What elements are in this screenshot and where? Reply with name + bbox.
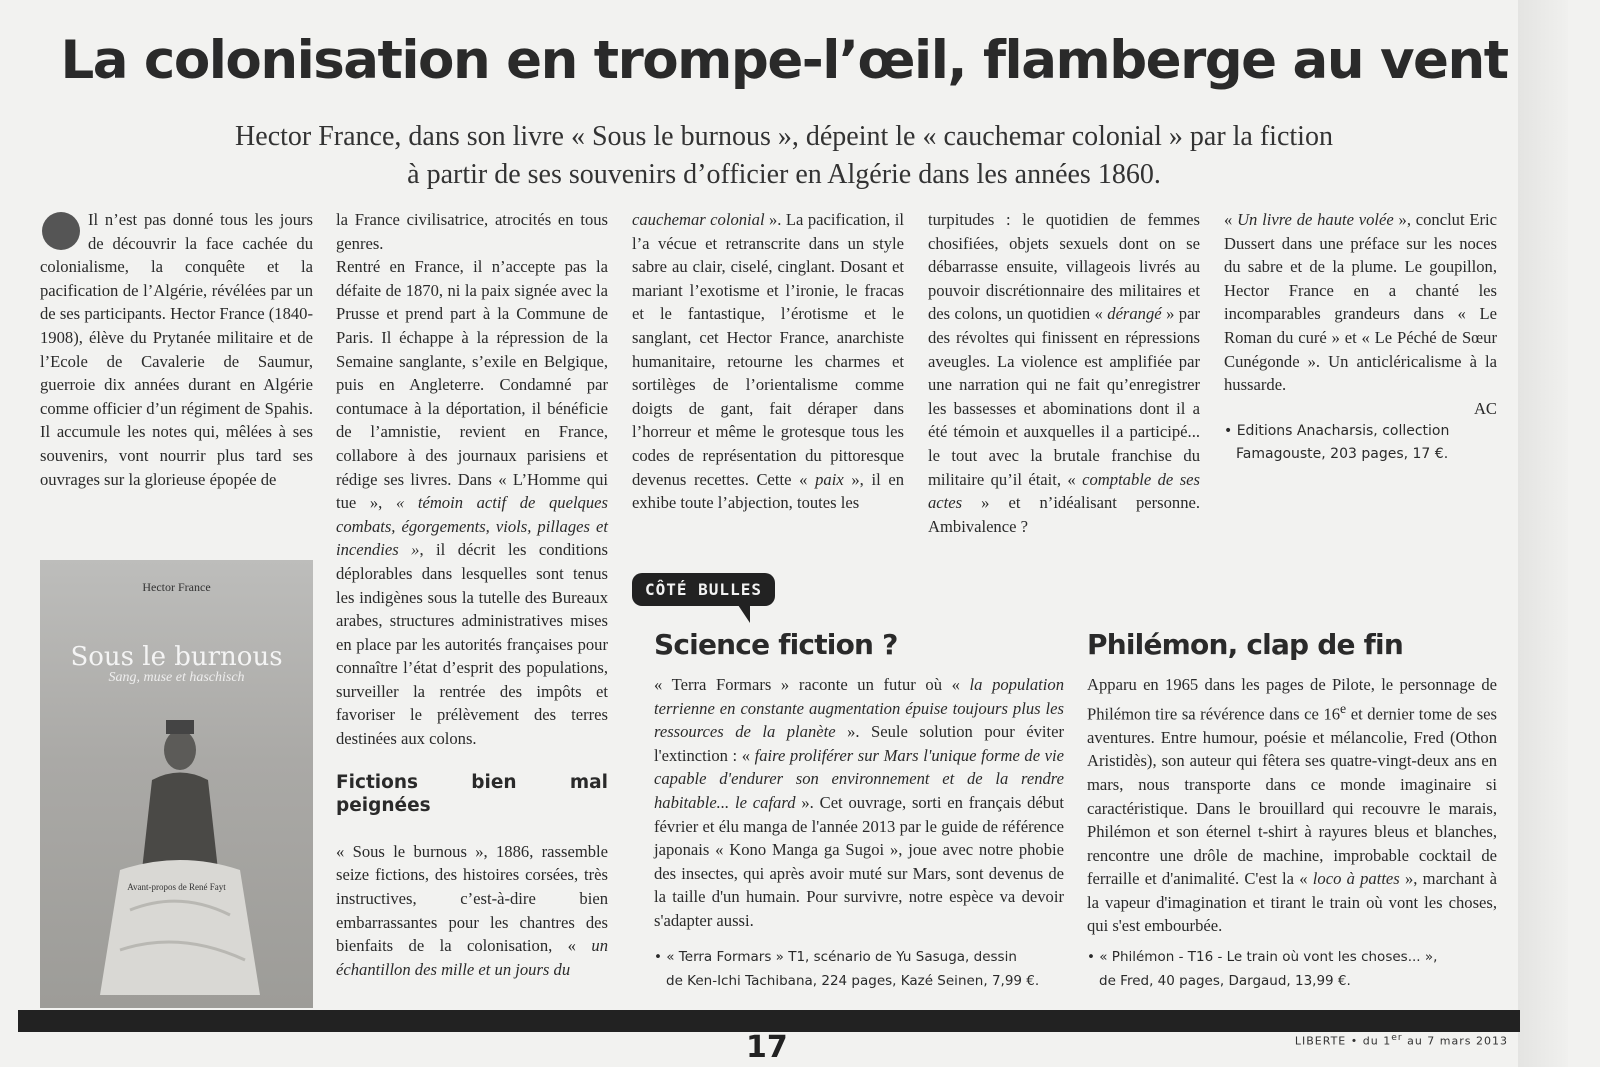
article-text: « Un livre de haute volée », conclut Eric Dussert dans une préface sur les noces du sabre et de la plume. Le goupillon, Hector France en a chanté les incomparables grandeurs dans « Le Roman du curé » et « Le Péché de Sœur Cunégonde ». Un anticléricalisme à la hussarde.	[1224, 210, 1497, 395]
book-reference-note: • Editions Anacharsis, collection Famagouste, 203 pages, 17 €.	[1224, 423, 1450, 463]
review-philemon	[1087, 628, 1497, 938]
deck	[0, 118, 1568, 194]
article-text: Il n’est pas donné tous les jours de découvrir la face cachée du colonialisme, la conquête et la pacification de l’Algérie, révélées par un de ses participants. Hector France (1840-1908), élève du Prytanée militaire et de l’Ecole de Cavalerie de Saumur, guerroie dix années durant en Algérie comme officier d’un régiment de Spahis. Il accumule les notes qui, mêlées à ses souvenirs, vont nourrir plus tard ses ouvrages sur la glorieuse épopée de	[40, 210, 313, 489]
footer-rule	[18, 1010, 1520, 1032]
book-cover-subtitle: Sang, muse et haschisch	[108, 670, 245, 685]
review-reference-note: • « Terra Formars » T1, scénario de Yu Sasuga, dessin de Ken-Ichi Tachibana, 224 pages, Kazé Seinen, 7,99 €.	[654, 949, 1040, 989]
book-cover-title: Sous le burnous	[70, 642, 283, 672]
seated-woman-illustration-icon	[100, 710, 260, 1000]
drop-cap-bullet-icon	[42, 212, 80, 250]
page-number: 17	[746, 1030, 788, 1065]
book-cover-image	[40, 560, 313, 1008]
article-text: Rentré en France, il n’accepte pas la défaite de 1870, ni la paix signée avec la Prusse et prend part à la Commune de Paris. Il échappe à la répression de la Semaine sanglante, s’exile en Belgique, puis en Angleterre. Condamné par contumace à la déportation, il bénéficie de l’amnistie, revient en France, collabore à des journaux parisiens et rédige ses livres. Dans « L’Homme qui tue », « témoin actif de quelques combats, égorgements, viols, pillages et incendies », il décrit les conditions déplorables dans lesquelles sont tenus les indigènes sous la tutelle des Bureaux arabes, structures administratives mises en place par les autorités françaises pour connaître l’état d’esprit des populations, surveiller la rentrée des impôts et favoriser le prélèvement des terres destinées aux colons.	[336, 257, 608, 749]
book-cover-author: Hector France	[142, 580, 211, 594]
author-signature: AC	[1473, 398, 1497, 418]
article-text: la France civilisatrice, atrocités en tous genres.	[336, 210, 608, 253]
deck-line-2: à partir de ses souvenirs d’officier en Algérie dans les années 1860.	[407, 159, 1161, 190]
deck-line-1: Hector France, dans son livre « Sous le burnous », dépeint le « cauchemar colonial » par la fiction	[235, 121, 1333, 152]
headline: La colonisation en trompe-l’œil, flamberge au vent	[60, 30, 1508, 91]
review-text: Apparu en 1965 dans les pages de Pilote, le personnage de Philémon tire sa révérence dans ce 16e et dernier tome de ses aventures. Entre humour, poésie et mélancolie, Fred (Othon Aristidès), son auteur qui fêtera ses quatre-vingt-deux ans en mars, nous transporte dans ce monde imaginaire si caractéristique. Dans le brouillard qui recouvre le marais, Philémon et son éternel t-shirt à rayures bleus et blanches, rencontre une drôle de machine, improbable cocktail de ferraille et d'animalité. C'est la « loco à pattes », marchant à la vapeur d'imagination et tirant le train où vont les choses, qui s'est embourbée.	[1087, 675, 1498, 936]
article-column-2	[336, 208, 608, 981]
article-column-1	[40, 208, 313, 491]
review-text: « Terra Formars » raconte un futur où « la population terrienne en constante augmentation épuise toujours plus les ressources de la planète ». Seule solution pour éviter l'extinction : « faire proliférer sur Mars l'unique forme de vie capable d'endurer son environnement et de la rendre habitable... le cafard ». Cet ouvrage, sorti en français début février et élu manga de l'année 2013 par le guide de référence japonais « Kono Manga ga Sugoi », joue avec notre phobie des insectes, qui après avoir muté sur Mars, sont devenus de la taille d'un humain. Pour survivre, notre espèce va devoir s'adapter aussi.	[654, 675, 1064, 930]
article-column-3	[632, 208, 904, 515]
article-text: cauchemar colonial ». La pacification, il l’a vécue et retranscrite dans un style sabre au clair, ciselé, cinglant. Dosant et mariant l’exotisme et l’ironie, le fracas et le fantastique, l’érotisme et le sanglant, cet Hector France, anarchiste humanitaire, retourne les charmes et sortilèges de l’orientalisme comme doigts de gant, fait déraper dans l’horreur et même le grotesque tous les codes de représentation du pittoresque devenus recettes. Cette « paix », il en exhibe toute l’abjection, toutes les	[632, 210, 904, 513]
article-text: « Sous le burnous », 1886, rassemble seize fictions, des histoires corsées, très instructives, c’est-à-dire bien embarrassantes pour les chantres des bienfaits de la colonisation, « un échantillon des mille et un jours du	[336, 841, 608, 979]
book-cover-preface: Avant-propos de René Fayt	[127, 882, 226, 892]
section-badge: CÔTÉ BULLES	[632, 573, 775, 606]
article-text: turpitudes : le quotidien de femmes chosifiées, objets sexuels dont on se débarrasse ensuite, villageois livrés au pouvoir discrétionnaire des militaires et des colons, un quotidien « dérangé » par des révoltes qui finissent en répressions aveugles. La violence est amplifiée par une narration qui ne fait qu’enregistrer les bassesses et abominations dont il a été témoin et auxquelles il a participé... le tout avec la brutale franchise du militaire qu’il était, « comptable de ses actes » et n’idéalisant personne. Ambivalence ?	[928, 210, 1200, 536]
review-science-fiction	[654, 628, 1064, 933]
review-reference-note: • « Philémon - T16 - Le train où vont les choses... », de Fred, 40 pages, Dargaud, 13,99 €.	[1087, 949, 1438, 989]
speech-bubble-tail-icon	[738, 605, 750, 623]
review-title: Science fiction ?	[654, 628, 898, 661]
publication-dateline: LIBERTE • du 1er au 7 mars 2013	[1294, 1032, 1508, 1048]
article-column-4	[928, 208, 1200, 538]
review-title: Philémon, clap de fin	[1087, 628, 1403, 661]
article-column-5	[1224, 208, 1497, 466]
article-subhead: Fictions bien mal peignées	[336, 771, 608, 817]
